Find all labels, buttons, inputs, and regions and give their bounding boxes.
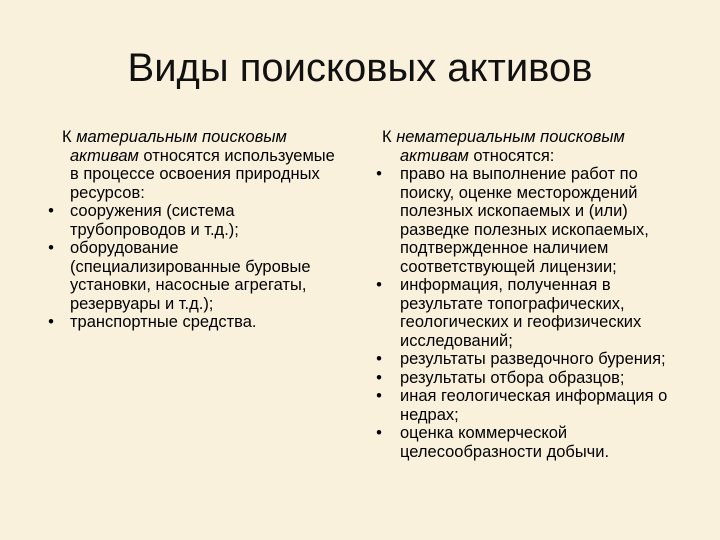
list-item xyxy=(372,387,690,424)
intro-emphasis: материальным поисковым активам xyxy=(70,128,287,165)
material-assets-intro xyxy=(44,128,344,202)
bullet-icon: • xyxy=(48,202,54,220)
list-item-text: оборудование (специализированные буровые установки, насосные агрегаты, резервуары и т.д.); xyxy=(70,239,311,313)
list-item-text: оценка коммерческой целесообразности добычи. xyxy=(400,424,610,461)
intro-rest: относятся используемые в процессе освоения природных ресурсов: xyxy=(70,146,335,202)
intangible-assets-intro xyxy=(372,128,690,165)
bullet-icon: • xyxy=(376,368,382,387)
list-item-text: сооружения (система трубопроводов и т.д.); xyxy=(70,202,239,239)
list-item xyxy=(372,165,690,276)
list-item xyxy=(372,424,690,461)
list-item-text: иная геологическая информация о недрах; xyxy=(400,387,668,424)
intangible-assets-column xyxy=(372,128,690,461)
list-item-text: право на выполнение работ по поиску, оценке месторождений полезных ископаемых и (или) разведке полезных ископаемых, подтвержденное наличием соответствующей лицензии; xyxy=(400,165,649,276)
intro-rest: относятся: xyxy=(468,146,555,165)
list-item-text: результаты отбора образцов; xyxy=(400,368,625,387)
material-assets-column xyxy=(44,128,344,332)
bullet-icon: • xyxy=(376,165,382,183)
list-item xyxy=(372,350,690,369)
intro-prefix: К xyxy=(62,128,77,146)
list-item xyxy=(44,239,344,313)
bullet-icon: • xyxy=(376,387,382,405)
list-item-text: результаты разведочного бурения; xyxy=(400,350,666,368)
bullet-icon: • xyxy=(376,276,382,294)
slide-title: Виды поисковых активов xyxy=(127,46,593,90)
list-item-text: информация, полученная в результате топографических, геологических и геофизических исследований; xyxy=(400,276,642,350)
list-item xyxy=(44,313,344,332)
list-item-text: транспортные средства. xyxy=(70,313,257,331)
bullet-icon: • xyxy=(48,313,54,331)
bullet-icon: • xyxy=(48,239,54,257)
bullet-icon: • xyxy=(376,350,382,368)
list-item xyxy=(372,276,690,350)
intro-prefix: К xyxy=(382,128,397,146)
list-item xyxy=(44,202,344,239)
intro-emphasis: нематериальным поисковым активам xyxy=(396,128,625,165)
bullet-icon: • xyxy=(376,424,382,442)
list-item xyxy=(372,369,690,388)
